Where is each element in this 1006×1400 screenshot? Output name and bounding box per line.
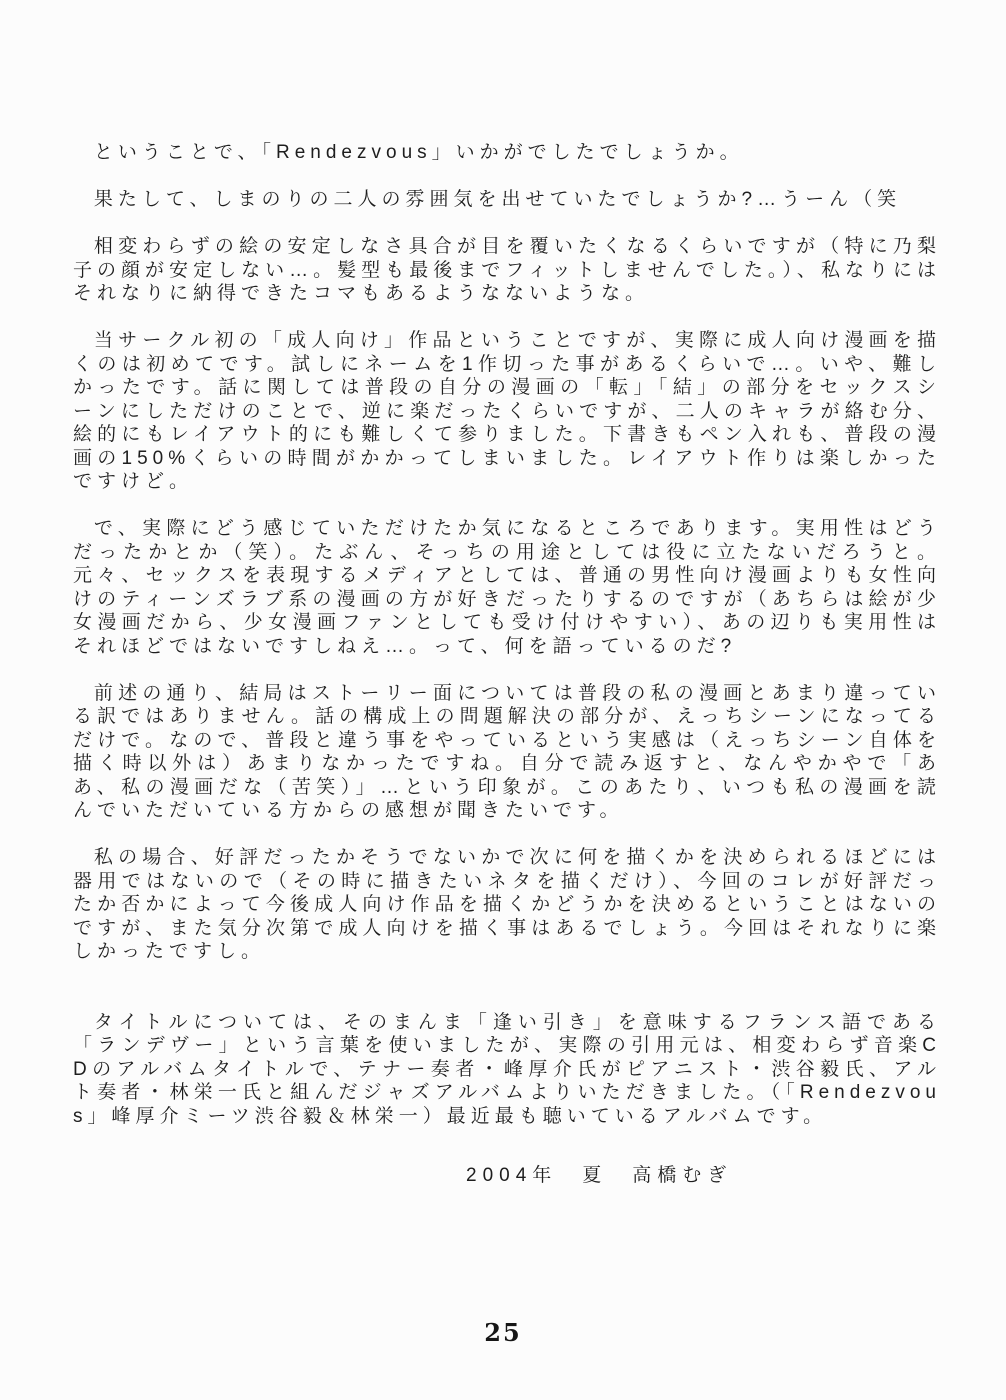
paragraph-future-plans: 私の場合、好評だったかそうでないかで次に何を描くかを決められるほどには器用ではないので（その時に描きたいネタを描くだけ）、今回のコレが好評だったか否かによって今後成人向け作品を描くかどうかを決めるということはないのですが、また気分次第で成人向けを描く事はあるでしょう。今回はそれなりに楽しかったですし。 (73, 847, 941, 962)
signature-line: 2004年 夏 高橋むぎ (466, 1165, 733, 1186)
paragraph-intro: ということで、「Rendezvous」いかがでしたでしょうか。 (93, 142, 744, 163)
paragraph-title-origin: タイトルについては、そのまんま「逢い引き」を意味するフランス語である「ランデヴー」という言葉を使いましたが、実際の引用元は、相変わらず音楽CDのアルバムタイトルで、テナー奏者・峰厚介氏がピアニスト・渋谷毅氏、アルト奏者・林栄一氏と組んだジャズアルバムよりいただきました。（「Rendezvous」峰厚介ミーツ渋谷毅＆林栄一）最近最も聴いているアルバムです。 (73, 1011, 941, 1127)
paragraph-first-adult-work: 当サークル初の「成人向け」作品ということですが、実際に成人向け漫画を描くのは初めてです。試しにネームを1作切った事があるくらいで…。いや、難しかったです。話に関しては普段の自分の漫画の「転」「結」の部分をセックスシーンにしただけのことで、逆に楽だったくらいですが、二人のキャラが絡む分、絵的にもレイアウト的にも難しくて参りました。下書きもペン入れも、普段の漫画の150%くらいの時間がかかってしまいました。レイアウト作りは楽しかったですけど。 (73, 330, 941, 492)
paragraph-art-stability: 相変わらずの絵の安定しなさ具合が目を覆いたくなるくらいですが（特に乃梨子の顔が安定しない…。髪型も最後までフィットしませんでした。）、私なりにはそれなりに納得できたコマもあるようなないような。 (73, 236, 941, 304)
paragraph-practicality: で、実際にどう感じていただけたか気になるところであります。実用性はどうだったかとか（笑）。たぶん、そっちの用途としては役に立たないだろうと。元々、セックスを表現するメディアとしては、普通の男性向け漫画よりも女性向けのティーンズラブ系の漫画の方が好きだったりするのですが（あちらは絵が少女漫画だから、少女漫画ファンとしても受け付けやすい）、あの辺りも実用性はそれほどではないですしねえ…。って、何を語っているのだ? (73, 518, 941, 657)
afterword-text-body (73, 141, 941, 1188)
paragraph-atmosphere: 果たして、しまのりの二人の雰囲気を出せていたでしょうか?…うーん（笑 (93, 189, 902, 210)
paragraph-story-structure: 前述の通り、結局はストーリー面については普段の私の漫画とあまり違っている訳ではありません。話の構成上の問題解決の部分が、えっちシーンになってるだけで。なので、普段と違う事をやっているという実感は（えっちシーン自体を描く時以外は）あまりなかったですね。自分で読み返すと、なんやかやで「ああ、私の漫画だな（苦笑）」…という印象が。このあたり、いつも私の漫画を読んでいただいている方からの感想が聞きたいです。 (73, 682, 941, 821)
page-number: 25 (484, 1318, 522, 1347)
